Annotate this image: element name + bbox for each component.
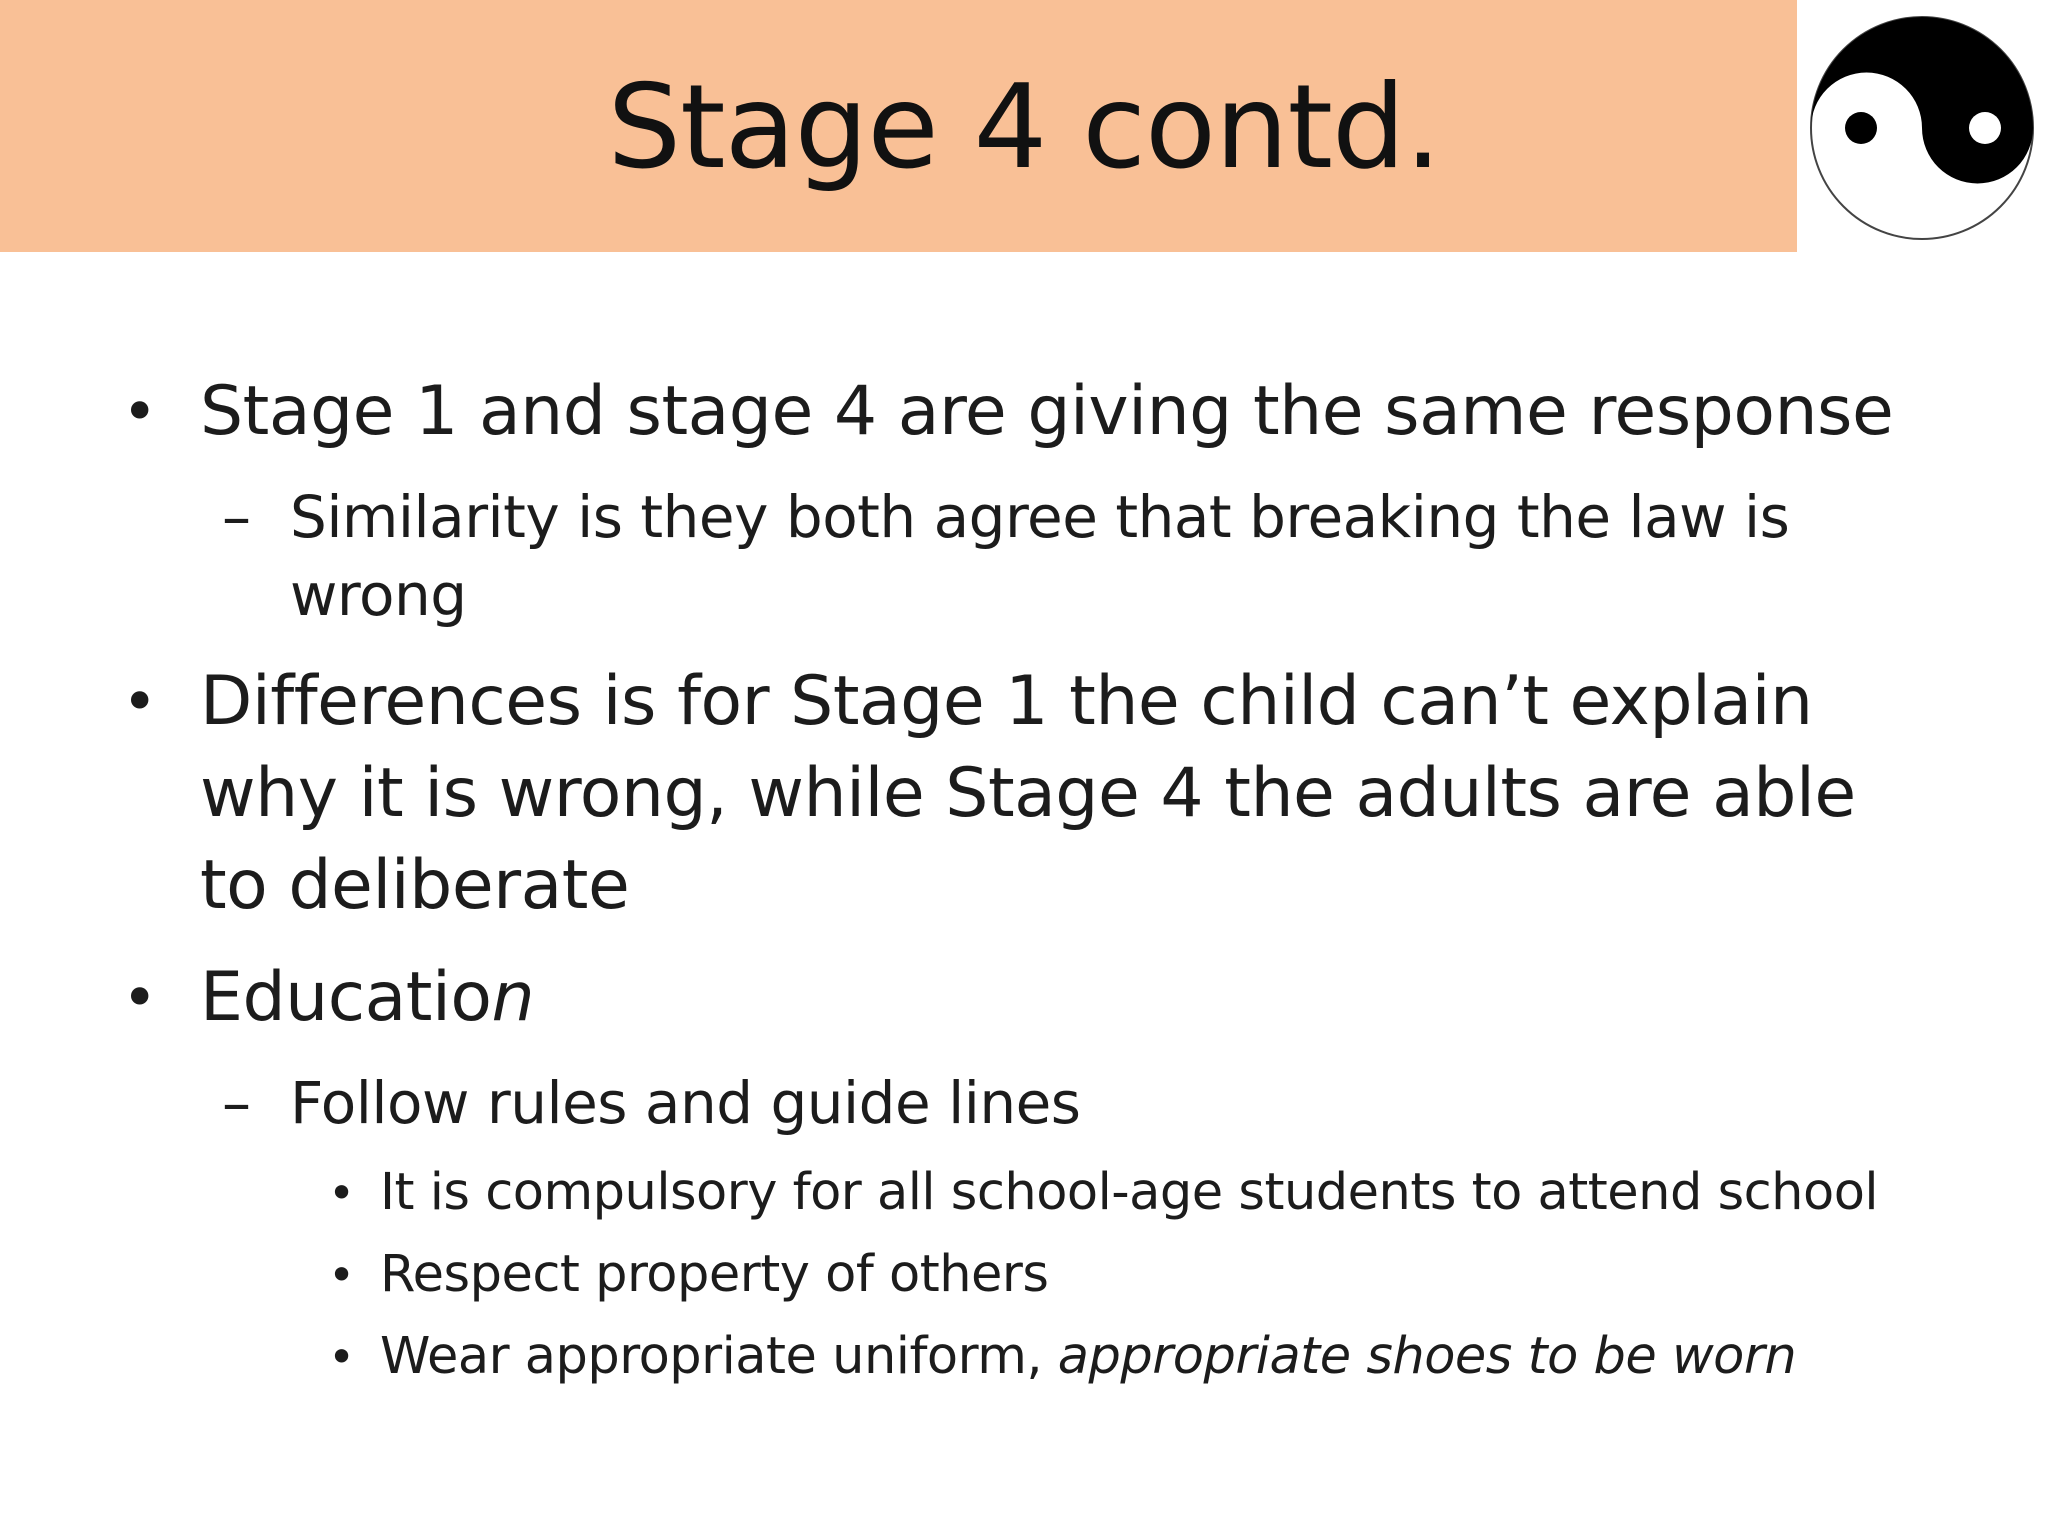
- bullet-marker: •: [122, 963, 158, 1033]
- bullet-differences-line3: to deliberate: [200, 846, 630, 925]
- bullet-marker: •: [122, 667, 158, 737]
- slide-title: Stage 4 contd.: [607, 60, 1441, 195]
- bullet-marker: •: [328, 1330, 356, 1384]
- bullet-differences-line2: why it is wrong, while Stage 4 the adults are able: [200, 754, 1856, 833]
- uniform-text: Wear appropriate uniform,: [380, 1327, 1058, 1386]
- uniform-italic-text: appropriate shoes to be worn: [1057, 1327, 1797, 1386]
- sub-bullet-similarity-line1: Similarity is they both agree that breaking the law is: [290, 483, 1790, 551]
- education-text: Educatio: [200, 958, 492, 1037]
- bullet-marker: •: [328, 1166, 356, 1220]
- sub-bullet-similarity-line2: wrong: [290, 561, 467, 629]
- rule-item-compulsory-school: It is compulsory for all school-age students to attend school: [380, 1163, 1879, 1222]
- education-italic-text: n: [491, 958, 535, 1037]
- bullet-marker: •: [122, 377, 158, 447]
- bullet-stage-response: Stage 1 and stage 4 are giving the same response: [200, 372, 1894, 451]
- dash-marker: –: [222, 1069, 251, 1137]
- rule-item-uniform: [380, 1316, 1980, 1398]
- dash-marker: –: [222, 483, 251, 551]
- sub-bullet-follow-rules: Follow rules and guide lines: [290, 1069, 1081, 1137]
- rule-item-respect-property: Respect property of others: [380, 1245, 1049, 1304]
- bullet-marker: •: [328, 1248, 356, 1302]
- bullet-differences-line1: Differences is for Stage 1 the child can’t explain: [200, 662, 1813, 741]
- bullet-education: [200, 952, 1900, 1044]
